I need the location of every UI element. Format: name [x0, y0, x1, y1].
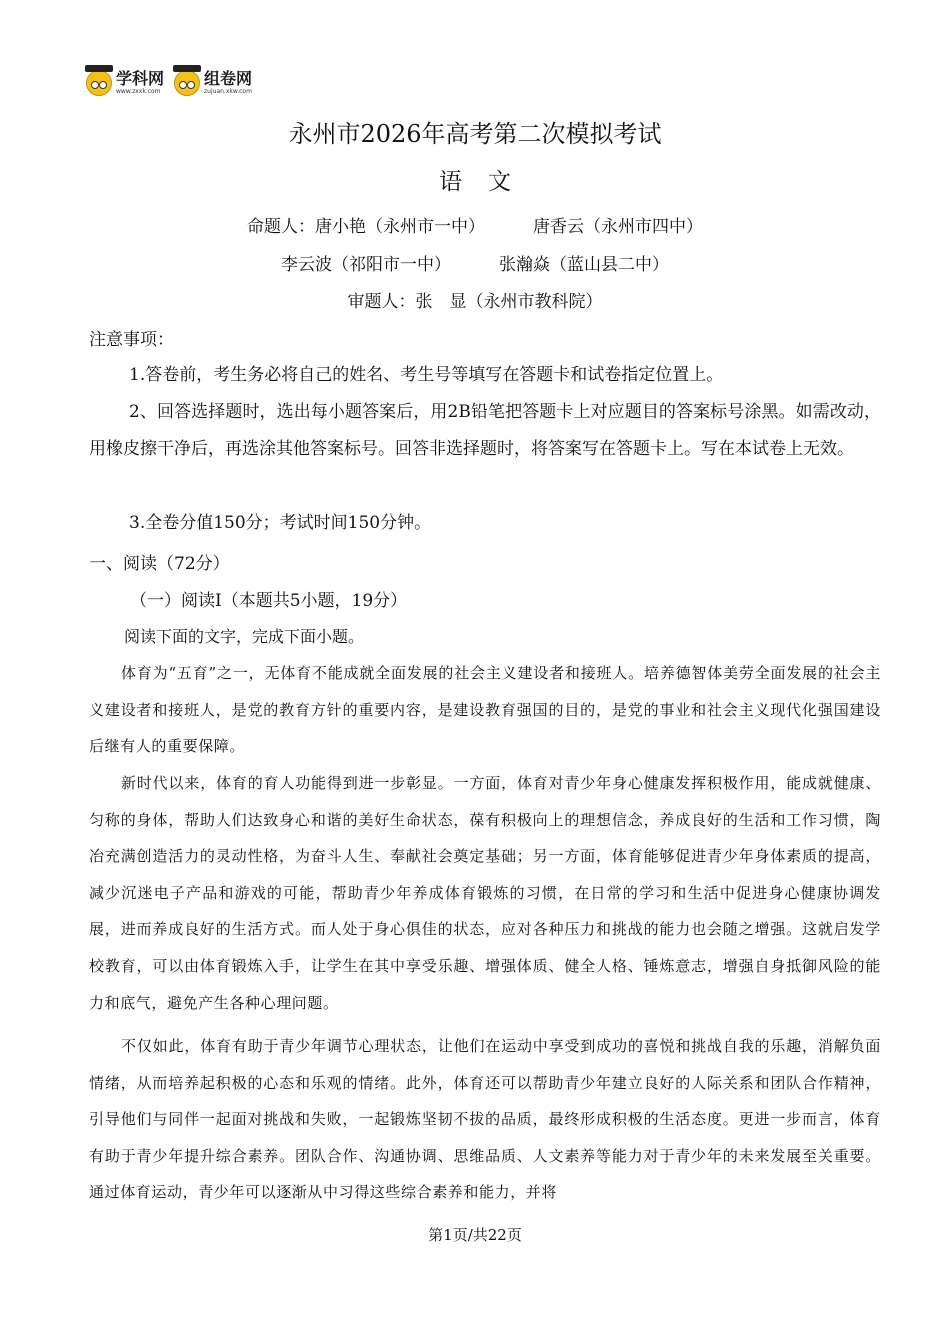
author: 命题人：唐小艳（永州市一中） — [247, 217, 485, 237]
passage-paragraph-1: 体育为“五育”之一，无体育不能成就全面发展的社会主义建设者和接班人。培养德智体美劳全面发展的社会主义建设者和接班人，是党的教育方针的重要内容，是建设教育强国的目的，是党的事业和社会主义现代化强国建设后继有人的重要保障。 — [89, 664, 881, 756]
subject-title: 语文 — [439, 169, 537, 195]
notice-item-3: 3.全卷分值150分；考试时间150分钟。 — [129, 513, 432, 533]
exam-title: 永州市2026年高考第二次模拟考试 — [288, 120, 662, 148]
mascot-icon — [174, 70, 200, 96]
logo-name: 组卷网 — [204, 69, 253, 88]
authors-line-1 — [0, 212, 950, 237]
section-title: 一、阅读（72分） — [89, 554, 230, 574]
notice-heading: 注意事项： — [89, 330, 174, 350]
reviewer: 审题人：张 显（永州市教科院） — [347, 292, 603, 312]
xuekewang-logo[interactable] — [86, 70, 164, 96]
author: 唐香云（永州市四中） — [533, 217, 703, 237]
page-footer: 第1页/共22页 — [428, 1226, 522, 1244]
passage-paragraph-2: 新时代以来，体育的育人功能得到进一步彰显。一方面，体育对青少年身心健康发挥积极作用，能成就健康、匀称的身体，帮助人们达致身心和谐的美好生命状态，葆有积极向上的理想信念，养成良好的生活和工作习惯，陶冶充满创造活力的灵动性格，为奋斗人生、奉献社会奠定基础；另一方面，体育能够促进青少年身体素质的提高，减少沉迷电子产品和游戏的可能，帮助青少年养成体育锻炼的习惯，在日常的学习和生活中促进身心健康协调发展，进而养成良好的生活方式。而人处于身心俱佳的状态，应对各种压力和挑战的能力也会随之增强。这就启发学校教育，可以由体育锻炼入手，让学生在其中享受乐趣、增强体质、健全人格、锤炼意志，增强自身抵御风险的能力和底气，避免产生各种心理问题。 — [89, 774, 881, 1012]
passage-paragraph-3: 不仅如此，体育有助于青少年调节心理状态，让他们在运动中享受到成功的喜悦和挑战自我的乐趣，消解负面情绪，从而培养起积极的心态和乐观的情绪。此外，体育还可以帮助青少年建立良好的人际关系和团队合作精神，引导他们与同伴一起面对挑战和失败，一起锻炼坚韧不拔的品质，最终形成积极的生活态度。更进一步而言，体育有助于青少年提升综合素养。团队合作、沟通协调、思维品质、人文素养等能力对于青少年的未来发展至关重要。通过体育运动，青少年可以逐渐从中习得这些综合素养和能力，并将 — [89, 1037, 881, 1202]
logo-name: 学科网 — [116, 69, 165, 88]
author: 张瀚焱（蓝山县二中） — [499, 255, 669, 275]
logo-bar — [86, 70, 252, 96]
authors-line-2 — [0, 250, 950, 275]
reviewer-line — [0, 287, 950, 312]
section-subtitle: （一）阅读Ⅰ（本题共5小题，19分） — [130, 591, 408, 611]
logo-url: zujuan.xkw.com — [204, 88, 252, 95]
notice-item-2: 2、回答选择题时，选出每小题答案后，用2B铅笔把答题卡上对应题目的答案标号涂黑。如需改动，用橡皮擦干净后，再选涂其他答案标号。回答非选择题时，将答案写在答题卡上。写在本试卷上无效。 — [89, 402, 881, 459]
notice-item-1: 1.答卷前，考生务必将自己的姓名、考生号等填写在答题卡和试卷指定位置上。 — [129, 365, 724, 385]
mascot-icon — [86, 70, 112, 96]
reading-instruction: 阅读下面的文字，完成下面小题。 — [124, 627, 365, 646]
zujuanwang-logo[interactable] — [174, 70, 252, 96]
author: 李云波（祁阳市一中） — [281, 255, 451, 275]
logo-url: www.zxxk.com — [116, 88, 161, 95]
